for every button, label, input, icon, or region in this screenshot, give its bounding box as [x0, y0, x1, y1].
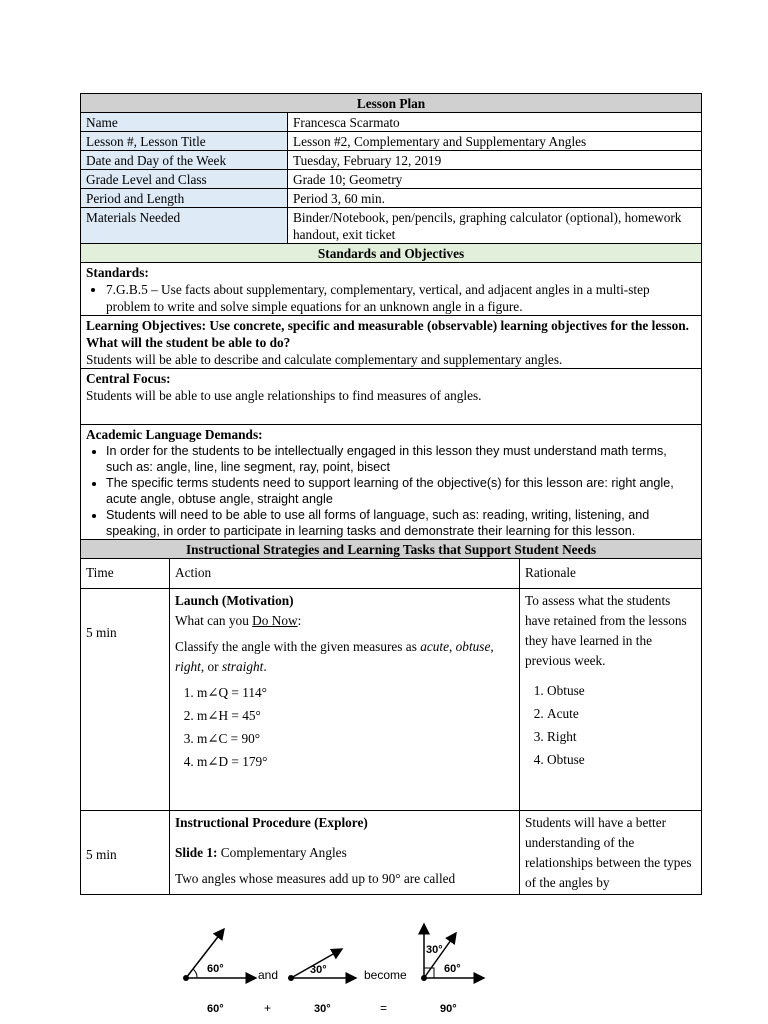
explore-time: 5 min	[81, 811, 170, 895]
info-label: Period and Length	[81, 189, 288, 208]
launch-rationale	[520, 589, 702, 811]
central-focus-label: Central Focus:	[86, 371, 171, 386]
explore-heading: Instructional Procedure (Explore)	[175, 815, 368, 830]
standards-section-title: Standards and Objectives	[81, 244, 702, 263]
standards-list	[86, 281, 696, 315]
plus-sign: +	[264, 1001, 272, 1015]
info-value: Grade 10; Geometry	[288, 170, 702, 189]
objectives-cell	[81, 316, 702, 369]
central-focus-text: Students will be able to use angle relationships to find measures of angles.	[86, 388, 482, 403]
strategies-section-title: Instructional Strategies and Learning Tasks that Support Student Needs	[81, 540, 702, 559]
do-now-line: What can you Do Now:	[175, 613, 302, 628]
language-item: • The specific terms students need to support learning of the objective(s) for this lesson are: right angle, acute angle, obtuse angle, straight angle	[106, 475, 696, 507]
answer-item: 3. Right	[547, 727, 696, 747]
answer-list	[525, 681, 696, 770]
angle-measure-item: 4. m∠D = 179°	[197, 752, 514, 772]
angle-measure-item: 1. m∠Q = 114°	[197, 683, 514, 703]
answer-item: 1. Obtuse	[547, 681, 696, 701]
classify-instruction: Classify the angle with the given measures as acute, obtuse, right, or straight.	[175, 639, 494, 674]
explore-row	[81, 811, 702, 895]
angle-measure-list	[175, 683, 514, 772]
slide-label: Slide 1:	[175, 845, 218, 860]
objectives-text: Students will be able to describe and calculate complementary and supplementary angles.	[86, 352, 563, 367]
complementary-angles-figure	[170, 922, 500, 1024]
academic-language-cell	[81, 425, 702, 540]
lesson-plan-title: Lesson Plan	[81, 94, 702, 113]
angle-measure-item: 3. m∠C = 90°	[197, 729, 514, 749]
equation-result: 90°	[440, 1003, 457, 1015]
angle-60-label: 60°	[207, 963, 224, 975]
col-header-rationale: Rationale	[520, 559, 702, 589]
academic-language-list	[86, 443, 696, 539]
slide-line	[175, 843, 514, 863]
explore-rationale: Students will have a better understanding of the relationships between the types of the angles by	[520, 811, 702, 895]
academic-language-label: Academic Language Demands:	[86, 427, 263, 442]
and-text: and	[258, 968, 279, 982]
info-row-grade	[81, 170, 702, 189]
become-text: become	[364, 968, 407, 982]
combined-30-label: 30°	[426, 944, 443, 956]
lesson-plan-table	[80, 93, 702, 895]
info-value: Period 3, 60 min.	[288, 189, 702, 208]
explore-action	[170, 811, 520, 895]
lesson-plan-document	[80, 93, 701, 895]
answer-item: 2. Acute	[547, 704, 696, 724]
equation-row	[207, 1001, 457, 1015]
launch-time: 5 min	[81, 589, 170, 811]
info-value: Lesson #2, Complementary and Supplementary Angles	[288, 132, 702, 151]
info-row-period	[81, 189, 702, 208]
standards-label: Standards:	[86, 265, 149, 280]
angle-30-label: 30°	[310, 964, 327, 976]
col-header-action: Action	[170, 559, 520, 589]
info-label: Name	[81, 113, 288, 132]
standards-item: • 7.G.B.5 – Use facts about supplementary, complementary, vertical, and adjacent angles in a multi-step problem to write and solve simple equations for an unknown angle in a figure.	[106, 281, 696, 315]
info-row-date	[81, 151, 702, 170]
equation-term-b: 30°	[314, 1003, 331, 1015]
info-value: Tuesday, February 12, 2019	[288, 151, 702, 170]
slide-title: Complementary Angles	[217, 845, 347, 860]
info-label: Materials Needed	[81, 208, 288, 244]
info-label: Lesson #, Lesson Title	[81, 132, 288, 151]
launch-row	[81, 589, 702, 811]
info-row-materials	[81, 208, 702, 244]
standards-cell	[81, 263, 702, 316]
combined-60-label: 60°	[444, 963, 461, 975]
explore-text: Two angles whose measures add up to 90° are called	[175, 871, 456, 886]
angle-measure-item: 2. m∠H = 45°	[197, 706, 514, 726]
strategies-header-row	[81, 559, 702, 589]
info-row-name	[81, 113, 702, 132]
language-item: • In order for the students to be intellectually engaged in this lesson they must understand math terms, such as: angle, line, line segment, ray, point, bisect	[106, 443, 696, 475]
objectives-label: Learning Objectives: Use concrete, specific and measurable (observable) learning objectives for the lesson. What will the student be able to do?	[86, 318, 689, 350]
right-angle-diagram	[421, 924, 484, 981]
launch-rationale-text: To assess what the students have retained from the lessons they have learned in the previous week.	[525, 593, 687, 668]
language-item: • Students will need to be able to use all forms of language, such as: reading, writing, listening, and speaking, in order to participate in learning tasks and demonstrate their learning for this lesson.	[106, 507, 696, 539]
angle-30-diagram	[288, 949, 356, 981]
equals-sign: =	[380, 1001, 388, 1015]
launch-heading: Launch (Motivation)	[175, 593, 294, 608]
equation-term-a: 60°	[207, 1003, 224, 1015]
info-label: Grade Level and Class	[81, 170, 288, 189]
info-label: Date and Day of the Week	[81, 151, 288, 170]
answer-item: 4. Obtuse	[547, 750, 696, 770]
angle-60-diagram	[183, 929, 256, 981]
do-now-link: Do Now	[252, 613, 298, 628]
info-row-lesson	[81, 132, 702, 151]
info-value: Francesca Scarmato	[288, 113, 702, 132]
info-value: Binder/Notebook, pen/pencils, graphing calculator (optional), homework handout, exit ticket	[288, 208, 702, 244]
col-header-time: Time	[81, 559, 170, 589]
launch-action	[170, 589, 520, 811]
central-focus-cell	[81, 369, 702, 425]
